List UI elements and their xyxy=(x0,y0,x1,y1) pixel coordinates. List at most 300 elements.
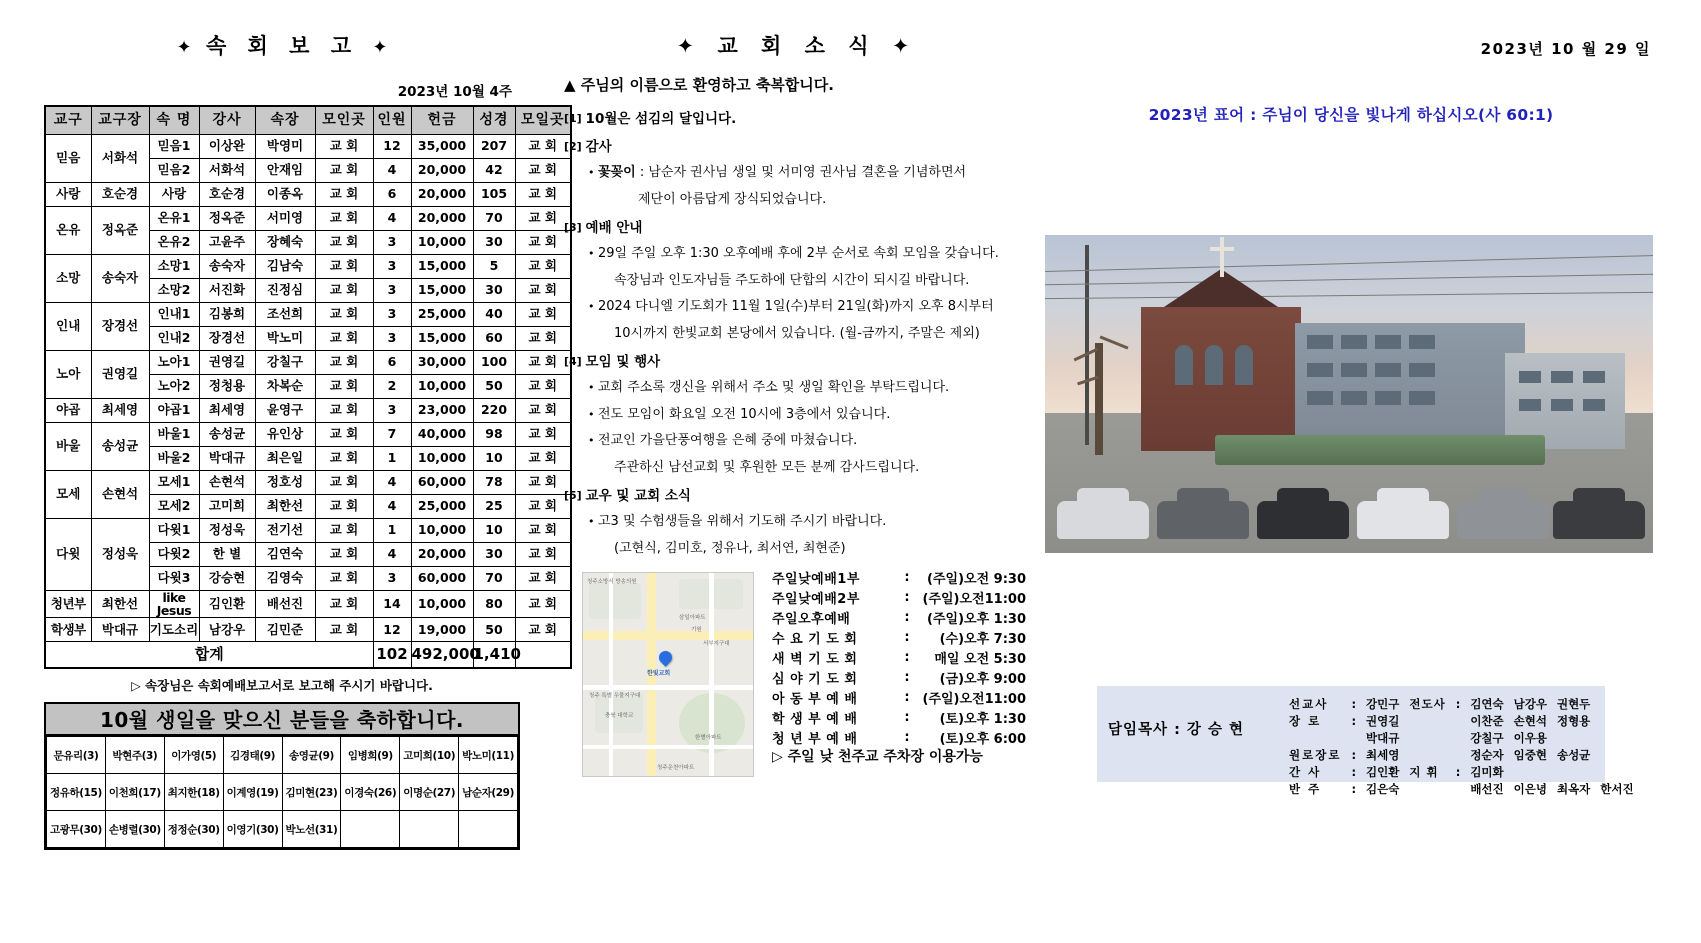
staff-name: 권영길 xyxy=(1366,713,1400,728)
cell-offering: 10,000 xyxy=(411,446,473,470)
cell-district-leader: 박대규 xyxy=(91,617,149,641)
cell-bible: 70 xyxy=(473,566,515,590)
news-bullet-text: 29일 주일 오후 1:30 오후예배 후에 2부 순서로 속회 모임을 갖습니다. xyxy=(598,246,999,261)
worship-schedule-table xyxy=(772,568,1026,748)
staff-role-label xyxy=(1284,729,1346,746)
table-row xyxy=(45,422,571,446)
staff-role-label-2: 지 휘 xyxy=(1409,764,1439,779)
cell-meeting-place: 교 회 xyxy=(315,542,373,566)
staff-role-label: 원로장로 xyxy=(1289,747,1342,762)
map-label-1: 삼일아파트 xyxy=(679,615,706,621)
birthday-entry: 이경숙(26) xyxy=(341,774,400,811)
schedule-colon: : xyxy=(904,650,910,665)
staff-role-label-2 xyxy=(1404,712,1450,729)
birthday-section xyxy=(44,702,520,850)
staff-name: 최세영 xyxy=(1366,747,1400,762)
cell-bible: 30 xyxy=(473,542,515,566)
table-row xyxy=(45,350,571,374)
cell-offering: 60,000 xyxy=(411,566,473,590)
cell-attendance: 6 xyxy=(373,350,411,374)
schedule-service-time: (주일)오전11:00 xyxy=(922,692,1026,707)
schedule-colon: : xyxy=(904,710,910,725)
cell-offering: 25,000 xyxy=(411,494,473,518)
cell-bible: 42 xyxy=(473,158,515,182)
th-district-leader: 교구장 xyxy=(91,106,149,134)
table-row xyxy=(45,206,571,230)
staff-colon: : xyxy=(1351,696,1357,711)
news-bullet-text: 고3 및 수험생들을 위해서 기도해 주시기 바랍니다. xyxy=(598,514,887,529)
cell-bible: 70 xyxy=(473,206,515,230)
birthday-entry: 박노미(11) xyxy=(459,737,518,774)
cell-district-leader: 장경선 xyxy=(91,302,149,350)
staff-name: 이찬준 xyxy=(1470,713,1504,728)
news-bullet-text: : 남순자 권사님 생일 및 서미영 권사님 결혼을 기념하면서 xyxy=(635,165,967,180)
cell-district: 소망 xyxy=(45,254,91,302)
news-bullet-item xyxy=(588,297,1032,317)
birthday-entry: 문유리(3) xyxy=(47,737,106,774)
cell-teacher: 송성균 xyxy=(199,422,255,446)
staff-colon: : xyxy=(1351,764,1357,779)
cell-district: 다윗 xyxy=(45,518,91,590)
news-bullet-item xyxy=(588,512,1032,532)
cell-attendance: 2 xyxy=(373,374,411,398)
map-pin-icon xyxy=(656,648,674,666)
cell-next-place: 교 회 xyxy=(515,566,571,590)
cell-teacher: 최세영 xyxy=(199,398,255,422)
birthday-empty-cell xyxy=(400,811,459,848)
schedule-colon: : xyxy=(904,610,910,625)
staff-name: 권현두 xyxy=(1556,696,1591,711)
cell-meeting-place: 교 회 xyxy=(315,206,373,230)
cell-head: 최은일 xyxy=(255,446,315,470)
staff-name: 임중현 xyxy=(1513,747,1547,762)
birthday-entry: 남순자(29) xyxy=(459,774,518,811)
table-header-row xyxy=(45,106,571,134)
schedule-row xyxy=(772,728,1026,748)
staff-name: 송성균 xyxy=(1556,747,1591,762)
staff-name xyxy=(1509,763,1552,780)
cell-offering: 20,000 xyxy=(411,182,473,206)
schedule-row xyxy=(772,668,1026,688)
cell-name: 온유2 xyxy=(149,230,199,254)
bullet-dot-icon: • xyxy=(588,381,598,394)
cell-head: 윤영구 xyxy=(255,398,315,422)
schedule-row xyxy=(772,628,1026,648)
cell-offering: 20,000 xyxy=(411,158,473,182)
cell-offering: 20,000 xyxy=(411,206,473,230)
birthday-empty-cell xyxy=(341,811,400,848)
cell-name: 인내2 xyxy=(149,326,199,350)
cell-meeting-place: 교 회 xyxy=(315,158,373,182)
schedule-service-name: 주일낮예배2부 xyxy=(772,592,860,607)
cell-offering: 15,000 xyxy=(411,254,473,278)
cell-offering: 35,000 xyxy=(411,134,473,158)
cell-meeting-place: 교 회 xyxy=(315,350,373,374)
cell-next-place: 교 회 xyxy=(515,278,571,302)
staff-name: 강칠구 xyxy=(1470,730,1504,745)
cell-attendance: 3 xyxy=(373,566,411,590)
birthday-entry: 김미현(23) xyxy=(282,774,341,811)
cell-name: like Jesus xyxy=(149,590,199,617)
cell-teacher: 고윤주 xyxy=(199,230,255,254)
news-bullet-continuation: 10시까지 한빛교회 본당에서 있습니다. (월-금까지, 주말은 제외) xyxy=(614,325,980,341)
location-map[interactable] xyxy=(582,572,754,777)
birthday-entry: 이명순(27) xyxy=(400,774,459,811)
church-photo xyxy=(1045,235,1653,553)
cell-district: 야곱 xyxy=(45,398,91,422)
map-label-3: 기원 xyxy=(691,627,702,633)
cell-next-place: 교 회 xyxy=(515,254,571,278)
th-bible: 성경 xyxy=(473,106,515,134)
th-district: 교구 xyxy=(45,106,91,134)
schedule-row xyxy=(772,588,1026,608)
cell-next-place: 교 회 xyxy=(515,422,571,446)
cell-teacher: 이상완 xyxy=(199,134,255,158)
cell-attendance: 4 xyxy=(373,206,411,230)
bulletin-date: 2023년 10 월 29 일 xyxy=(1480,40,1651,58)
cell-attendance: 3 xyxy=(373,254,411,278)
cell-next-place: 교 회 xyxy=(515,134,571,158)
cell-report-note: ▷ 속장님은 속회예배보고서로 보고해 주시기 바랍니다. xyxy=(131,678,433,694)
staff-role-label-2 xyxy=(1404,746,1450,763)
staff-row xyxy=(1284,763,1639,780)
cell-meeting-place: 교 회 xyxy=(315,134,373,158)
staff-name: 김인환 xyxy=(1366,764,1400,779)
cell-offering: 10,000 xyxy=(411,374,473,398)
birthday-entry: 이영기(30) xyxy=(223,811,282,848)
schedule-service-name: 새 벽 기 도 회 xyxy=(772,652,858,667)
cell-bible: 207 xyxy=(473,134,515,158)
cell-meeting-place: 교 회 xyxy=(315,518,373,542)
cell-head: 강칠구 xyxy=(255,350,315,374)
cell-offering: 19,000 xyxy=(411,617,473,641)
staff-name xyxy=(1595,746,1638,763)
cell-attendance: 3 xyxy=(373,326,411,350)
cell-head: 배선진 xyxy=(255,590,315,617)
th-cell-head: 속장 xyxy=(255,106,315,134)
cell-next-place: 교 회 xyxy=(515,182,571,206)
cell-name: 야곱1 xyxy=(149,398,199,422)
news-bullet-continuation: 제단이 아름답게 장식되었습니다. xyxy=(638,191,827,207)
cell-teacher: 서화석 xyxy=(199,158,255,182)
cell-meeting-place: 교 회 xyxy=(315,278,373,302)
birthday-header: 10월 생일을 맞으신 분들을 축하합니다. xyxy=(46,704,518,736)
cell-bible: 220 xyxy=(473,398,515,422)
cell-district-leader: 송숙자 xyxy=(91,254,149,302)
cell-offering: 15,000 xyxy=(411,278,473,302)
cell-attendance: 3 xyxy=(373,398,411,422)
staff-role-label-2: 전도사 xyxy=(1409,696,1446,711)
staff-name xyxy=(1595,712,1638,729)
cell-attendance: 4 xyxy=(373,494,411,518)
cell-bible: 10 xyxy=(473,518,515,542)
map-and-schedule xyxy=(562,568,1032,783)
schedule-service-name: 청 년 부 예 배 xyxy=(772,732,858,747)
cell-bible: 5 xyxy=(473,254,515,278)
church-news-title-text: 교 회 소 식 xyxy=(717,34,877,58)
th-attendance: 인원 xyxy=(373,106,411,134)
table-row xyxy=(47,737,518,774)
cell-name: 모세2 xyxy=(149,494,199,518)
cell-district: 믿음 xyxy=(45,134,91,182)
cell-next-place: 교 회 xyxy=(515,590,571,617)
cell-meeting-place: 교 회 xyxy=(315,254,373,278)
cell-head: 정호성 xyxy=(255,470,315,494)
cell-district-leader: 최한선 xyxy=(91,590,149,617)
cell-head: 박영미 xyxy=(255,134,315,158)
staff-name: 강민구 xyxy=(1366,696,1400,711)
cell-bible: 100 xyxy=(473,350,515,374)
cell-head: 차복순 xyxy=(255,374,315,398)
schedule-service-name: 아 동 부 예 배 xyxy=(772,692,858,707)
cell-district-leader: 정옥준 xyxy=(91,206,149,254)
table-row xyxy=(45,590,571,617)
schedule-service-time: (토)오후 1:30 xyxy=(939,712,1026,727)
cell-name: 다윗2 xyxy=(149,542,199,566)
staff-name: 이은녕 xyxy=(1513,781,1547,796)
staff-name: 박대규 xyxy=(1366,730,1400,745)
cell-attendance: 1 xyxy=(373,446,411,470)
cell-next-place: 교 회 xyxy=(515,206,571,230)
staff-name xyxy=(1552,729,1595,746)
cell-next-place: 교 회 xyxy=(515,494,571,518)
th-offering: 헌금 xyxy=(411,106,473,134)
cell-report-body xyxy=(45,134,571,641)
map-label-7: 청주운천아파트 xyxy=(657,765,695,771)
staff-role-label: 장 로 xyxy=(1289,713,1322,728)
cell-meeting-place: 교 회 xyxy=(315,302,373,326)
staff-row xyxy=(1284,695,1639,712)
cell-next-place: 교 회 xyxy=(515,617,571,641)
cell-teacher: 장경선 xyxy=(199,326,255,350)
cell-group-report-section xyxy=(44,30,565,850)
cell-offering: 25,000 xyxy=(411,302,473,326)
staff-colon-2 xyxy=(1451,746,1466,763)
cell-teacher: 남강우 xyxy=(199,617,255,641)
cell-offering: 10,000 xyxy=(411,230,473,254)
news-section-heading xyxy=(564,350,1032,370)
schedule-service-time: (주일)오후 1:30 xyxy=(927,612,1026,627)
cell-name: 노아1 xyxy=(149,350,199,374)
cell-meeting-place: 교 회 xyxy=(315,230,373,254)
cell-attendance: 12 xyxy=(373,617,411,641)
cell-bible: 40 xyxy=(473,302,515,326)
staff-name: 김은숙 xyxy=(1366,781,1400,796)
staff-name xyxy=(1595,695,1638,712)
staff-role-label: 선교사 xyxy=(1289,696,1329,711)
cell-next-place: 교 회 xyxy=(515,374,571,398)
staff-name: 정형용 xyxy=(1556,713,1591,728)
senior-pastor-label: 담임목사 : 강 승 현 xyxy=(1108,722,1245,738)
news-items-container xyxy=(562,107,1032,558)
news-section-title: 10월은 섬김의 달입니다. xyxy=(585,111,737,127)
star-icon-news-left: ✦ xyxy=(676,34,703,58)
cell-district-leader: 손현석 xyxy=(91,470,149,518)
staff-role-label: 간 사 xyxy=(1289,764,1322,779)
staff-role-label-2 xyxy=(1404,729,1450,746)
news-section-index: [3] xyxy=(564,221,586,234)
birthday-entry: 이천희(17) xyxy=(105,774,164,811)
schedule-row xyxy=(772,648,1026,668)
cell-meeting-place: 교 회 xyxy=(315,470,373,494)
cell-offering: 15,000 xyxy=(411,326,473,350)
cell-next-place: 교 회 xyxy=(515,230,571,254)
cell-teacher: 김인환 xyxy=(199,590,255,617)
cell-name: 소망1 xyxy=(149,254,199,278)
cell-teacher: 권영길 xyxy=(199,350,255,374)
staff-colon: : xyxy=(1351,713,1357,728)
news-bullet-continuation: 속장님과 인도자님들 주도하에 단합의 시간이 되시길 바랍니다. xyxy=(614,272,970,288)
cell-head: 안재임 xyxy=(255,158,315,182)
news-section-heading xyxy=(564,135,1032,155)
schedule-colon: : xyxy=(904,570,910,585)
schedule-row xyxy=(772,608,1026,628)
schedule-service-time: (주일)오전11:00 xyxy=(922,592,1026,607)
cell-report-table xyxy=(44,105,572,669)
cell-bible: 30 xyxy=(473,278,515,302)
cell-attendance: 4 xyxy=(373,158,411,182)
right-column xyxy=(1045,30,1657,796)
cell-name: 바울1 xyxy=(149,422,199,446)
cell-attendance: 4 xyxy=(373,542,411,566)
schedule-service-time: (수)오후 7:30 xyxy=(939,632,1026,647)
bullet-dot-icon: • xyxy=(588,434,598,447)
schedule-service-name: 심 야 기 도 회 xyxy=(772,672,858,687)
cell-head: 김영숙 xyxy=(255,566,315,590)
schedule-colon: : xyxy=(904,630,910,645)
th-meeting-place: 모인곳 xyxy=(315,106,373,134)
birthday-entry: 고광무(30) xyxy=(47,811,106,848)
cell-meeting-place: 교 회 xyxy=(315,446,373,470)
news-section-heading xyxy=(564,484,1032,504)
cell-head: 김남숙 xyxy=(255,254,315,278)
cell-meeting-place: 교 회 xyxy=(315,422,373,446)
cell-report-title-text: 속 회 보 고 xyxy=(205,34,359,58)
cell-district: 사랑 xyxy=(45,182,91,206)
cell-attendance: 6 xyxy=(373,182,411,206)
cell-meeting-place: 교 회 xyxy=(315,590,373,617)
cell-teacher: 정옥준 xyxy=(199,206,255,230)
cell-head: 진정심 xyxy=(255,278,315,302)
cell-head: 김민준 xyxy=(255,617,315,641)
cell-head: 유인상 xyxy=(255,422,315,446)
cell-offering: 10,000 xyxy=(411,518,473,542)
table-row xyxy=(47,774,518,811)
birthday-entry: 임병희(9) xyxy=(341,737,400,774)
news-bullet-item xyxy=(588,431,1032,451)
news-section-index: [2] xyxy=(564,140,586,153)
schedule-service-time: (주일)오전 9:30 xyxy=(927,572,1026,587)
table-row xyxy=(45,617,571,641)
cell-offering: 23,000 xyxy=(411,398,473,422)
cell-district: 인내 xyxy=(45,302,91,350)
staff-colon-2 xyxy=(1451,712,1466,729)
cell-bible: 50 xyxy=(473,374,515,398)
staff-name: 한서진 xyxy=(1600,781,1634,796)
th-cell-name: 속 명 xyxy=(149,106,199,134)
cell-meeting-place: 교 회 xyxy=(315,374,373,398)
news-section-heading xyxy=(564,107,1032,127)
map-label-4: 충북 대학교 xyxy=(605,713,634,719)
cell-next-place: 교 회 xyxy=(515,398,571,422)
cell-next-place: 교 회 xyxy=(515,446,571,470)
staff-name: 김연숙 xyxy=(1470,696,1504,711)
staff-name xyxy=(1552,763,1595,780)
cell-offering: 40,000 xyxy=(411,422,473,446)
schedule-row xyxy=(772,708,1026,728)
birthday-entry: 김경태(9) xyxy=(223,737,282,774)
news-section-title: 모임 및 행사 xyxy=(585,354,661,370)
cell-teacher: 고미희 xyxy=(199,494,255,518)
table-row xyxy=(45,470,571,494)
birthday-entry: 최지한(18) xyxy=(164,774,223,811)
staff-colon: : xyxy=(1351,781,1357,796)
news-section-title: 예배 안내 xyxy=(585,220,643,236)
staff-name: 최옥자 xyxy=(1556,781,1591,796)
news-section-index: [5] xyxy=(564,489,586,502)
cell-name: 다윗3 xyxy=(149,566,199,590)
news-section-heading xyxy=(564,216,1032,236)
staff-colon-2 xyxy=(1451,729,1466,746)
cell-name: 기도소리 xyxy=(149,617,199,641)
map-label-2: 서부지구대 xyxy=(703,641,730,647)
staff-table xyxy=(1284,695,1639,797)
news-section-title: 감사 xyxy=(585,139,612,155)
news-bullet-item xyxy=(588,244,1032,264)
staff-row xyxy=(1284,712,1639,729)
cell-head: 김연숙 xyxy=(255,542,315,566)
total-attendance: 102 xyxy=(373,641,411,668)
total-bible: 1,410 xyxy=(473,641,515,668)
staff-row xyxy=(1284,746,1639,763)
staff-name: 김미화 xyxy=(1470,764,1504,779)
bullet-dot-icon: • xyxy=(588,166,598,179)
star-icon-news-right: ✦ xyxy=(891,34,918,58)
schedule-colon: : xyxy=(904,670,910,685)
schedule-service-name: 학 생 부 예 배 xyxy=(772,712,858,727)
schedule-service-name: 주일낮예배1부 xyxy=(772,572,860,587)
total-label: 합계 xyxy=(45,641,373,668)
cell-name: 온유1 xyxy=(149,206,199,230)
schedule-colon: : xyxy=(904,590,910,605)
cell-name: 바울2 xyxy=(149,446,199,470)
parking-notice: ▷ 주일 낮 천주교 주차장 이용가능 xyxy=(772,749,983,765)
news-section-title: 교우 및 교회 소식 xyxy=(585,488,691,504)
cell-attendance: 3 xyxy=(373,278,411,302)
cell-name: 다윗1 xyxy=(149,518,199,542)
cell-offering: 20,000 xyxy=(411,542,473,566)
section-title-cell-report xyxy=(44,30,520,60)
star-icon-left: ✦ xyxy=(176,37,192,58)
tree-decoration xyxy=(1063,283,1137,453)
total-offering: 492,000 xyxy=(411,641,473,668)
cell-offering: 10,000 xyxy=(411,590,473,617)
cell-bible: 80 xyxy=(473,590,515,617)
table-row xyxy=(45,182,571,206)
cell-next-place: 교 회 xyxy=(515,302,571,326)
staff-colon xyxy=(1346,729,1361,746)
staff-row xyxy=(1284,780,1639,797)
section-title-church-news xyxy=(562,30,1032,60)
news-bullet-emphasis: 꽃꽂이 xyxy=(598,165,636,180)
cell-district: 모세 xyxy=(45,470,91,518)
staff-role-label-2 xyxy=(1404,780,1450,797)
bullet-dot-icon: • xyxy=(588,300,598,313)
cell-teacher: 김봉희 xyxy=(199,302,255,326)
cell-bible: 60 xyxy=(473,326,515,350)
cell-district-leader: 최세영 xyxy=(91,398,149,422)
staff-colon: : xyxy=(1351,747,1357,762)
